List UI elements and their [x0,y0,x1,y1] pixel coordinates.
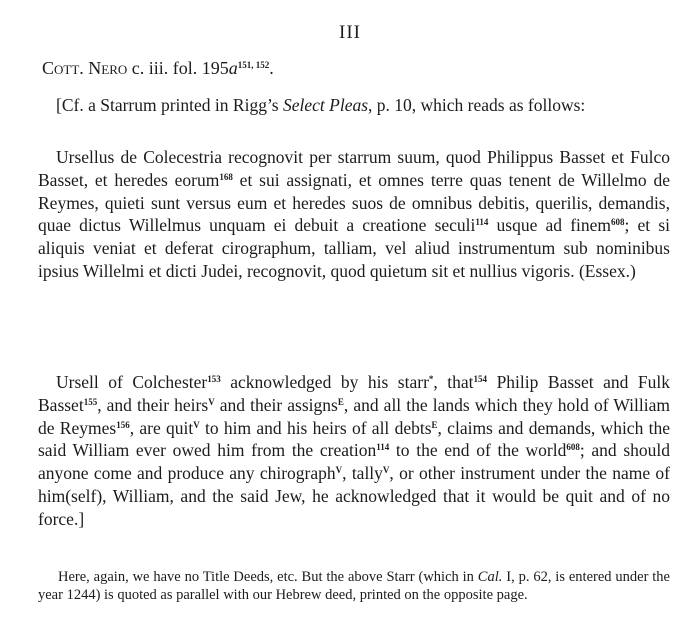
footnote-mark: 168 [219,171,233,182]
english-text: , and all the lands which they hold of William de Reymes [38,394,670,438]
cal-abbrev: Cal. [477,569,503,585]
english-text: Ursell of Colchester [56,372,208,392]
footnote-mark: * [428,374,434,384]
latin-text: et sui assignati, et omnes terre quas tenent de Willelmo de Reymes, quieti sunt versus eum et heredes suos de omnibus debitis, querilis, demandis, quae dictus Willelmus unquam ei debuit a creatione seculi [38,169,670,236]
ref-end: . [269,58,274,78]
footnote-mark: V [193,419,200,430]
latin-text-paragraph [38,146,670,283]
footnote-mark: E [337,396,344,407]
note-text-2: I, p. 62, is entered under the year 1244) is quoted as parallel with our Hebrew deed, printed on the opposite page. [38,569,670,603]
english-text: to him and his heirs of all debts [199,417,432,438]
english-text: to the end of the world [389,440,567,461]
english-text: , or other instrument under the name of him(self), William, and the said Jew, he acknowledged that it would be quit and of no force.] [38,463,670,529]
intro-paragraph [38,94,670,117]
manuscript-reference [42,58,274,79]
footnote-mark: E [431,419,438,430]
ref-cott: Cott. [42,58,84,78]
footnote-mark: 153 [207,374,221,384]
footnote-mark: 155 [83,396,98,407]
latin-text: Ursellus de Colecestria recognovit per starrum suum, quod Philippus Basset et Fulco Basset, et heredes eorum [38,147,670,190]
english-text: Philip Basset and Fulk Basset [38,372,670,415]
footnote-mark: V [382,465,390,476]
english-text: ; and should anyone come and produce any chirograph [38,440,670,484]
footnote-mark: 154 [473,374,488,384]
intro-text-2: , p. 10, which reads as follows: [368,95,586,115]
ref-nero: Nero [88,58,128,78]
english-translation-paragraph [38,371,670,531]
english-text: , and their heirs [97,394,209,415]
english-text: acknowledged by his starr [220,372,429,392]
footnote-mark: 114 [475,217,489,228]
latin-text: ; et si aliquis veniat et deferat cirographum, talliam, vel aliud instrumentum sub nominibus ipsius Willelmi et dicti Judei, recognovit, quod quietum sit et nullius vigoris. (Essex.) [38,215,670,281]
editorial-note [38,569,670,605]
page-number: III [339,22,361,43]
english-text: , that [433,372,474,392]
latin-text: usque ad finem [488,215,612,236]
english-text: , are quit [129,417,194,438]
english-text: , tally [342,463,383,484]
footnote-mark: V [335,465,343,476]
english-text: , claims and demands, which the said William ever owed him from the creation [38,417,670,461]
ref-folio: c. iii. fol. 195 [131,58,229,78]
note-text-1: Here, again, we have no Title Deeds, etc. But the above Starr (which in [58,569,478,585]
footnote-mark: 608 [566,442,580,453]
ref-footnote-marks: 151, 152 [237,60,270,70]
intro-text-1: [Cf. a Starrum printed in Rigg’s [56,95,283,115]
footnote-mark: 608 [611,217,625,228]
select-pleas-title: Select Pleas [283,95,369,115]
footnote-mark: 156 [116,419,130,430]
footnote-mark: 114 [376,442,390,453]
footnote-mark: V [208,396,215,407]
english-text: and their assigns [214,394,338,415]
ref-side: a [228,58,238,78]
